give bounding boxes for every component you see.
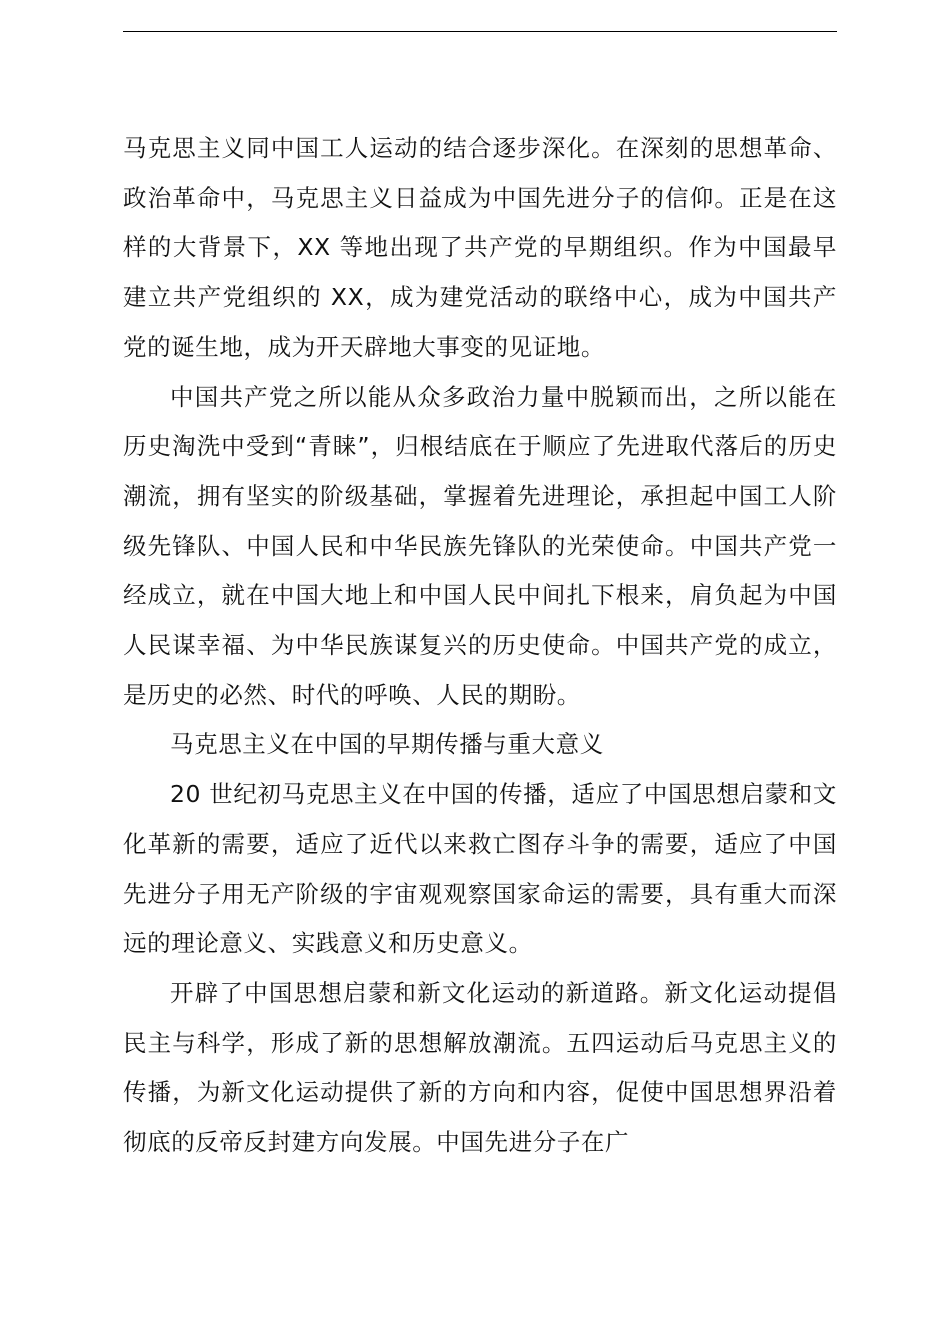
paragraph-4: 开辟了中国思想启蒙和新文化运动的新道路。新文化运动提倡民主与科学，形成了新的思想解放潮流。五四运动后马克思主义的传播，为新文化运动提供了新的方向和内容，促使中国思想界沿着彻底的反帝反封建方向发展。中国先进分子在广 <box>123 978 837 1157</box>
paragraph-3: 20 世纪初马克思主义在中国的传播，适应了中国思想启蒙和文化革新的需要，适应了近代以来救亡图存斗争的需要，适应了中国先进分子用无产阶级的宇宙观观察国家命运的需要，具有重大而深远的理论意义、实践意义和历史意义。 <box>123 780 837 958</box>
header-rule <box>123 31 837 32</box>
paragraph-1: 马克思主义同中国工人运动的结合逐步深化。在深刻的思想革命、政治革命中，马克思主义日益成为中国先进分子的信仰。正是在这样的大背景下，XX 等地出现了共产党的早期组织。作为中国最早建立共产党组织的 XX，成为建党活动的联络中心，成为中国共产党的诞生地，成为开天辟地大事变的见证地。 <box>123 134 837 361</box>
section-heading: 马克思主义在中国的早期传播与重大意义 <box>170 730 604 759</box>
document-body <box>123 124 837 1168</box>
paragraph-2: 中国共产党之所以能从众多政治力量中脱颖而出，之所以能在历史淘洗中受到“青睐”，归根结底在于顺应了先进取代落后的历史潮流，拥有坚实的阶级基础，掌握着先进理论，承担起中国工人阶级先锋队、中国人民和中华民族先锋队的光荣使命。中国共产党一经成立，就在中国大地上和中国人民中间扎下根来，肩负起为中国人民谋幸福、为中华民族谋复兴的历史使命。中国共产党的成立，是历史的必然、时代的呼唤、人民的期盼。 <box>123 382 837 709</box>
